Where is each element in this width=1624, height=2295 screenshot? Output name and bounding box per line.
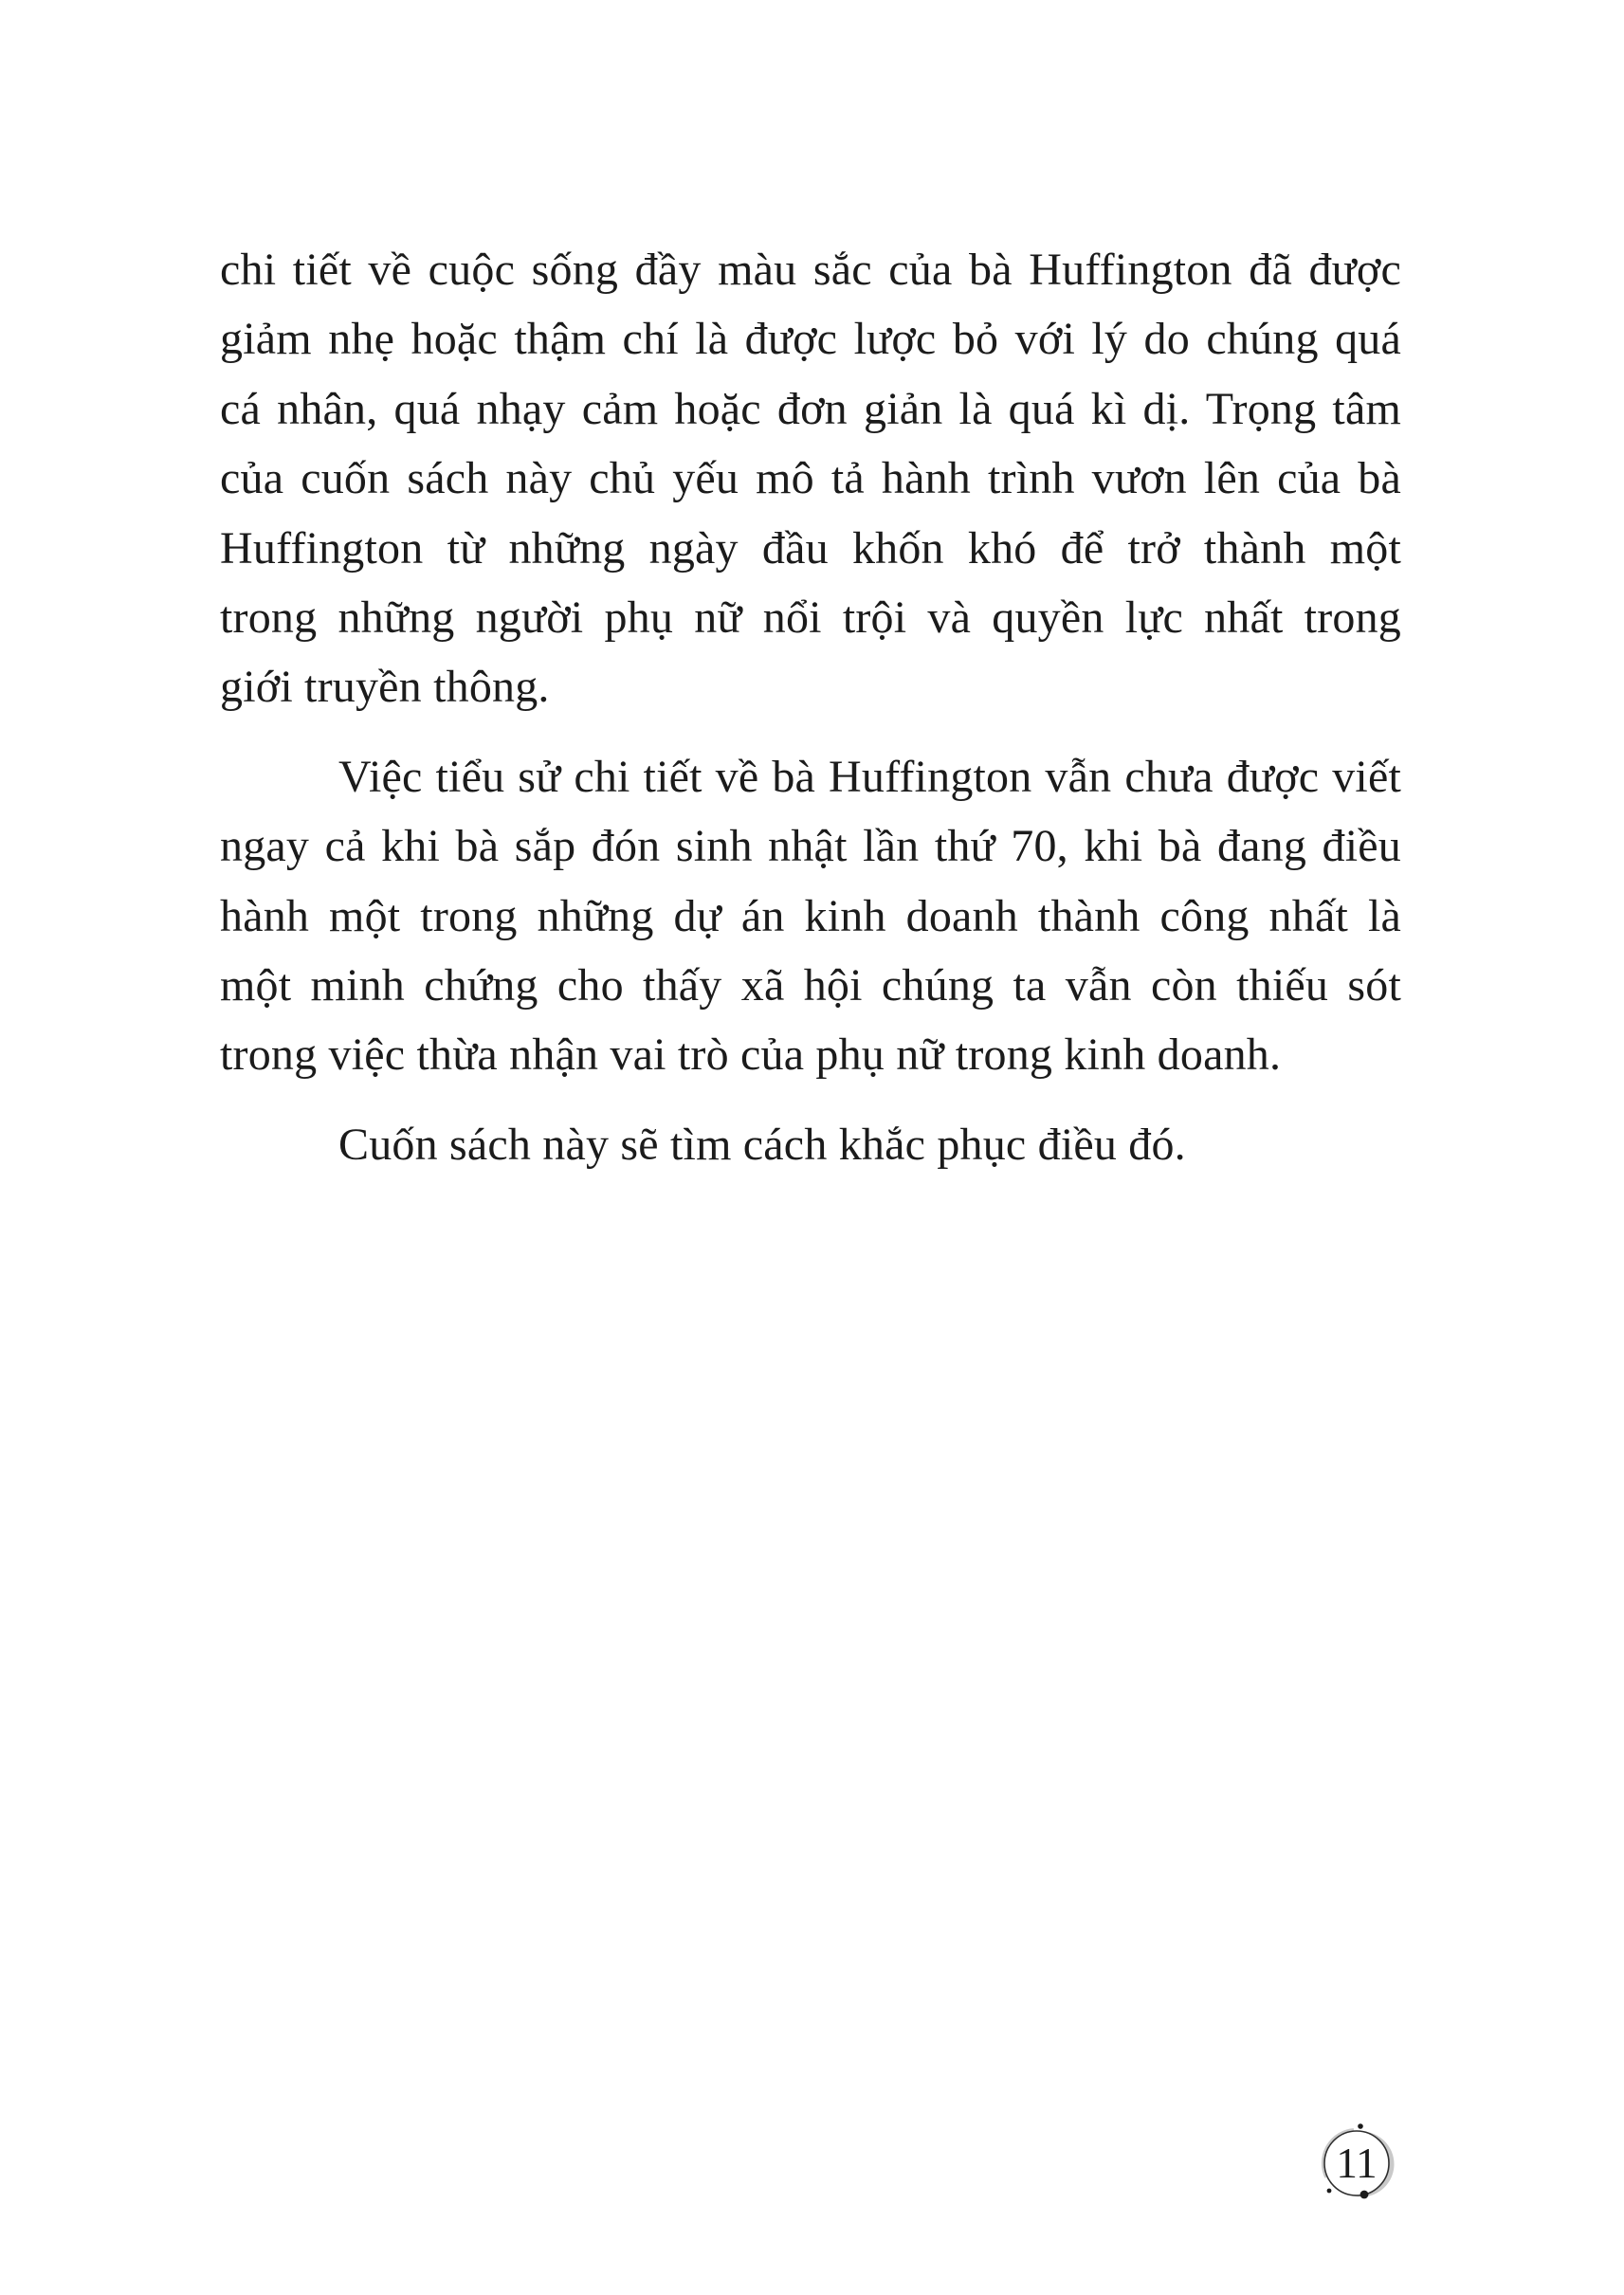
- text-line: trong những người phụ nữ nổi trội và quyền lực nhất trong: [220, 592, 1401, 644]
- badge-dot-top-icon: [1358, 2123, 1363, 2129]
- paragraph: [220, 1110, 1401, 1179]
- text-line: giới truyền thông.: [220, 662, 550, 713]
- text-line: Cuốn sách này sẽ tìm cách khắc phục điều đó.: [338, 1119, 1186, 1170]
- text-line: trong việc thừa nhận vai trò của phụ nữ trong kinh doanh.: [220, 1029, 1282, 1081]
- text-line: cá nhân, quá nhạy cảm hoặc đơn giản là quá kì dị. Trọng tâm: [220, 383, 1401, 434]
- badge-dot-left-icon: [1327, 2189, 1332, 2194]
- text-block: [220, 235, 1401, 1179]
- text-line: ngay cả khi bà sắp đón sinh nhật lần thứ 70, khi bà đang điều: [220, 821, 1401, 872]
- paragraph: [220, 235, 1401, 722]
- page-number-badge: [1310, 2117, 1405, 2204]
- text-line: hành một trong những dự án kinh doanh thành công nhất là: [220, 890, 1401, 941]
- text-line: của cuốn sách này chủ yếu mô tả hành trình vươn lên của bà: [220, 453, 1401, 504]
- text-line: chi tiết về cuộc sống đầy màu sắc của bà Huffington đã được: [220, 245, 1401, 295]
- text-line: Việc tiểu sử chi tiết về bà Huffington vẫn chưa được viết: [338, 751, 1401, 802]
- paragraph: [220, 742, 1401, 1090]
- text-line: giảm nhẹ hoặc thậm chí là được lược bỏ với lý do chúng quá: [220, 314, 1401, 365]
- page-number: 11: [1336, 2140, 1378, 2187]
- text-line: một minh chứng cho thấy xã hội chúng ta vẫn còn thiếu sót: [220, 960, 1401, 1011]
- badge-dot-bottom-icon: [1360, 2191, 1369, 2199]
- text-line: Huffington từ những ngày đầu khốn khó để trở thành một: [220, 522, 1401, 574]
